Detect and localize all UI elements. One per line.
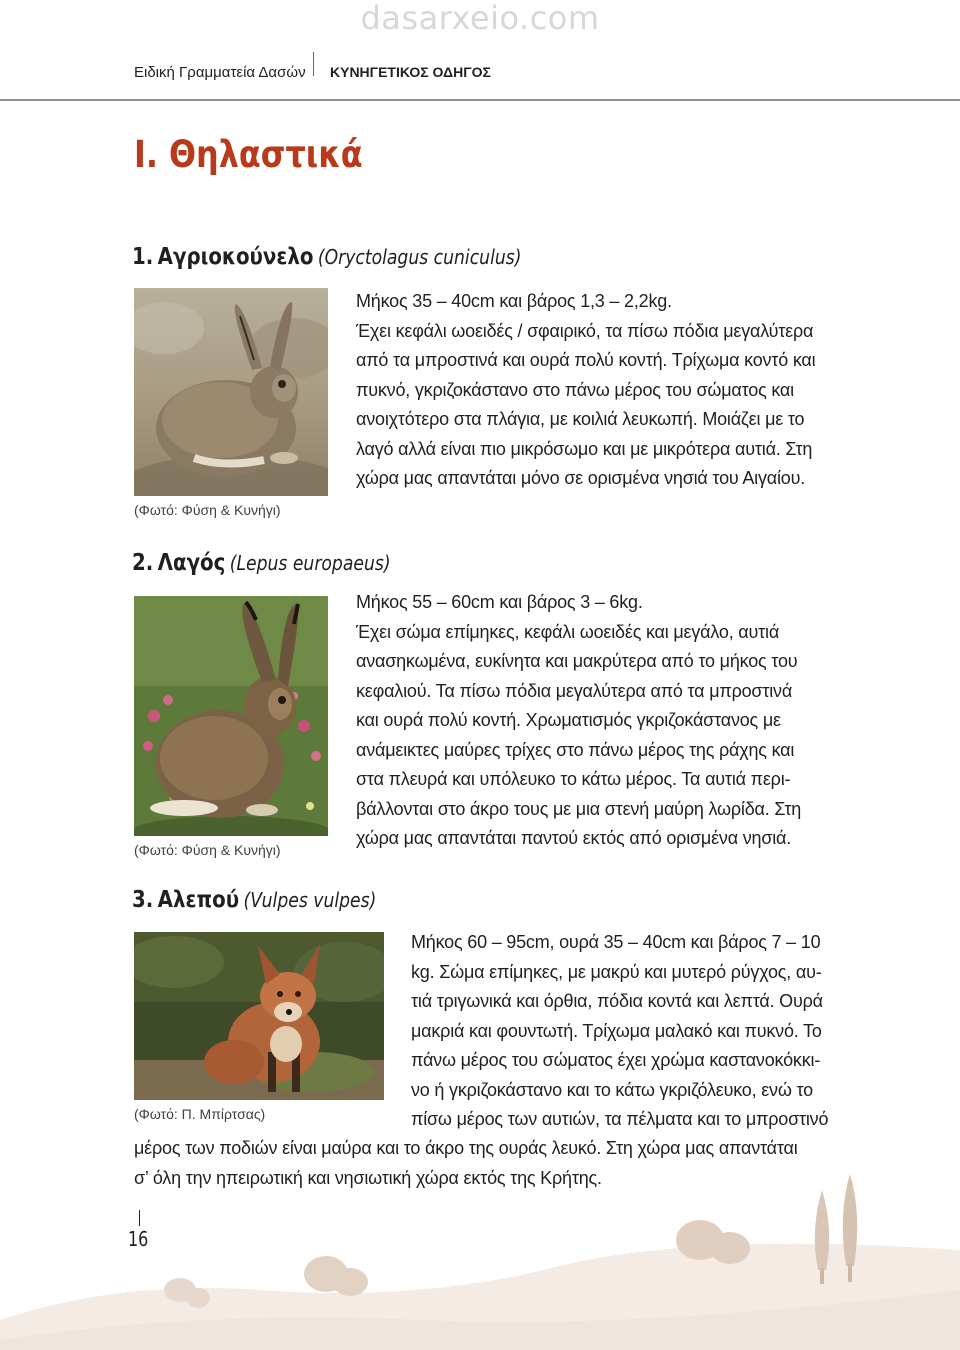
watermark: dasarxeio.com [360, 0, 600, 37]
text-line: Μήκος 60 – 95cm, ουρά 35 – 40cm και βάρος 7 – 10 [411, 932, 821, 952]
text-line: πυκνό, γκριζοκάστανο στο πάνω μέρος του σώματος και [356, 379, 794, 400]
section-title-fox [132, 887, 376, 913]
text-line: νο ή γκριζοκάστανο και το κάτω γκριζόλευκο, ενώ το [411, 1079, 813, 1100]
section-name: Αλεπού [157, 887, 240, 913]
header-guide-title: ΚΥΝΗΓΕΤΙΚΟΣ ΟΔΗΓΟΣ [330, 64, 491, 80]
text-line: βάλλονται στο άκρο τους με μια στενή μαύρη λωρίδα. Στη [356, 798, 802, 819]
text-line: λαγό αλλά είναι πιο μικρόσωμο και με μικρότερα αυτιά. Στη [356, 438, 813, 459]
text-line: χώρα μας απαντάται παντού εκτός από ορισμένα νησιά. [356, 828, 792, 848]
photo-caption: (Φωτό: Π. Μπίρτσας) [134, 1106, 266, 1122]
text-line: kg. Σώμα επίμηκες, με μακρύ και μυτερό ρύγχος, αυ- [411, 961, 822, 982]
page-number-rule [139, 1210, 140, 1226]
header-divider [313, 52, 314, 76]
text-line: και ουρά πολύ κοντή. Χρωματισμός γκριζοκάστανος με [356, 710, 781, 730]
section-name: Λαγός [157, 550, 226, 576]
header-rule [0, 99, 960, 101]
text-line: πίσω μέρος των αυτιών, τα πέλματα και το μπροστινό [411, 1109, 829, 1129]
photo-caption: (Φωτό: Φύση & Κυνήγι) [134, 502, 281, 518]
section-latin-name: (Lepus europaeus) [229, 551, 391, 575]
text-line: ανοιχτότερο στα πλάγια, με κοιλιά λευκωπή. Μοιάζει με το [356, 409, 805, 429]
text-line: κεφαλιού. Τα πίσω πόδια μεγαλύτερα από τα μπροστινά [356, 680, 793, 701]
section-number: 2. [132, 550, 154, 576]
hare-photo [134, 596, 328, 836]
section-latin-name: (Oryctolagus cuniculus) [317, 245, 522, 269]
footer-landscape-illustration [0, 1170, 960, 1350]
section-title-rabbit [132, 244, 521, 270]
section-text-rabbit [356, 287, 854, 494]
section-title-hare [132, 550, 391, 576]
text-line: Μήκος 35 – 40cm και βάρος 1,3 – 2,2kg. [356, 291, 672, 311]
text-line: μακριά και φουντωτή. Τρίχωμα μαλακό και πυκνό. Το [411, 1020, 822, 1041]
text-line: Έχει σώμα επίμηκες, κεφάλι ωοειδές και μεγάλο, αυτιά [356, 621, 780, 642]
text-line: Μήκος 55 – 60cm και βάρος 3 – 6kg. [356, 592, 643, 612]
section-latin-name: (Vulpes vulpes) [243, 888, 377, 912]
section-text-hare [356, 588, 854, 854]
page-number: 16 [128, 1227, 149, 1251]
section-text-fox [411, 928, 854, 1135]
header-publisher: Ειδική Γραμματεία Δασών [134, 64, 306, 81]
text-line: από τα μπροστινά και ουρά πολύ κοντή. Τρίχωμα κοντό και [356, 350, 816, 370]
rabbit-photo [134, 288, 328, 496]
text-line: στα πλευρά και υπόλευκο το κάτω μέρος. Τα αυτιά περι- [356, 769, 791, 789]
section-number: 1. [132, 244, 154, 270]
text-line: μέρος των ποδιών είναι μαύρα και το άκρο της ουράς λευκό. Στη χώρα μας απαντάται [134, 1138, 798, 1158]
photo-caption: (Φωτό: Φύση & Κυνήγι) [134, 842, 281, 858]
chapter-title: Ι. Θηλαστικά [134, 133, 363, 176]
text-line: ανασηκωμένα, ευκίνητα και μακρύτερα από το μήκος του [356, 651, 798, 671]
text-line: σ’ όλη την ηπειρωτική και νησιωτική χώρα εκτός της Κρήτης. [134, 1167, 602, 1188]
fox-photo [134, 932, 384, 1100]
text-line: χώρα μας απαντάται μόνο σε ορισμένα νησιά του Αιγαίου. [356, 468, 806, 488]
text-line: ανάμεικτες μαύρες τρίχες στο πάνω μέρος της ράχης και [356, 739, 795, 760]
section-name: Αγριοκούνελο [157, 244, 314, 270]
text-line: Έχει κεφάλι ωοειδές / σφαιρικό, τα πίσω πόδια μεγαλύτερα [356, 320, 814, 341]
section-number: 3. [132, 887, 154, 913]
text-line: τιά τριγωνικά και όρθια, πόδια κοντά και λεπτά. Ουρά [411, 991, 823, 1011]
text-line: πάνω μέρος του σώματος έχει χρώμα καστανοκόκκι- [411, 1050, 821, 1070]
